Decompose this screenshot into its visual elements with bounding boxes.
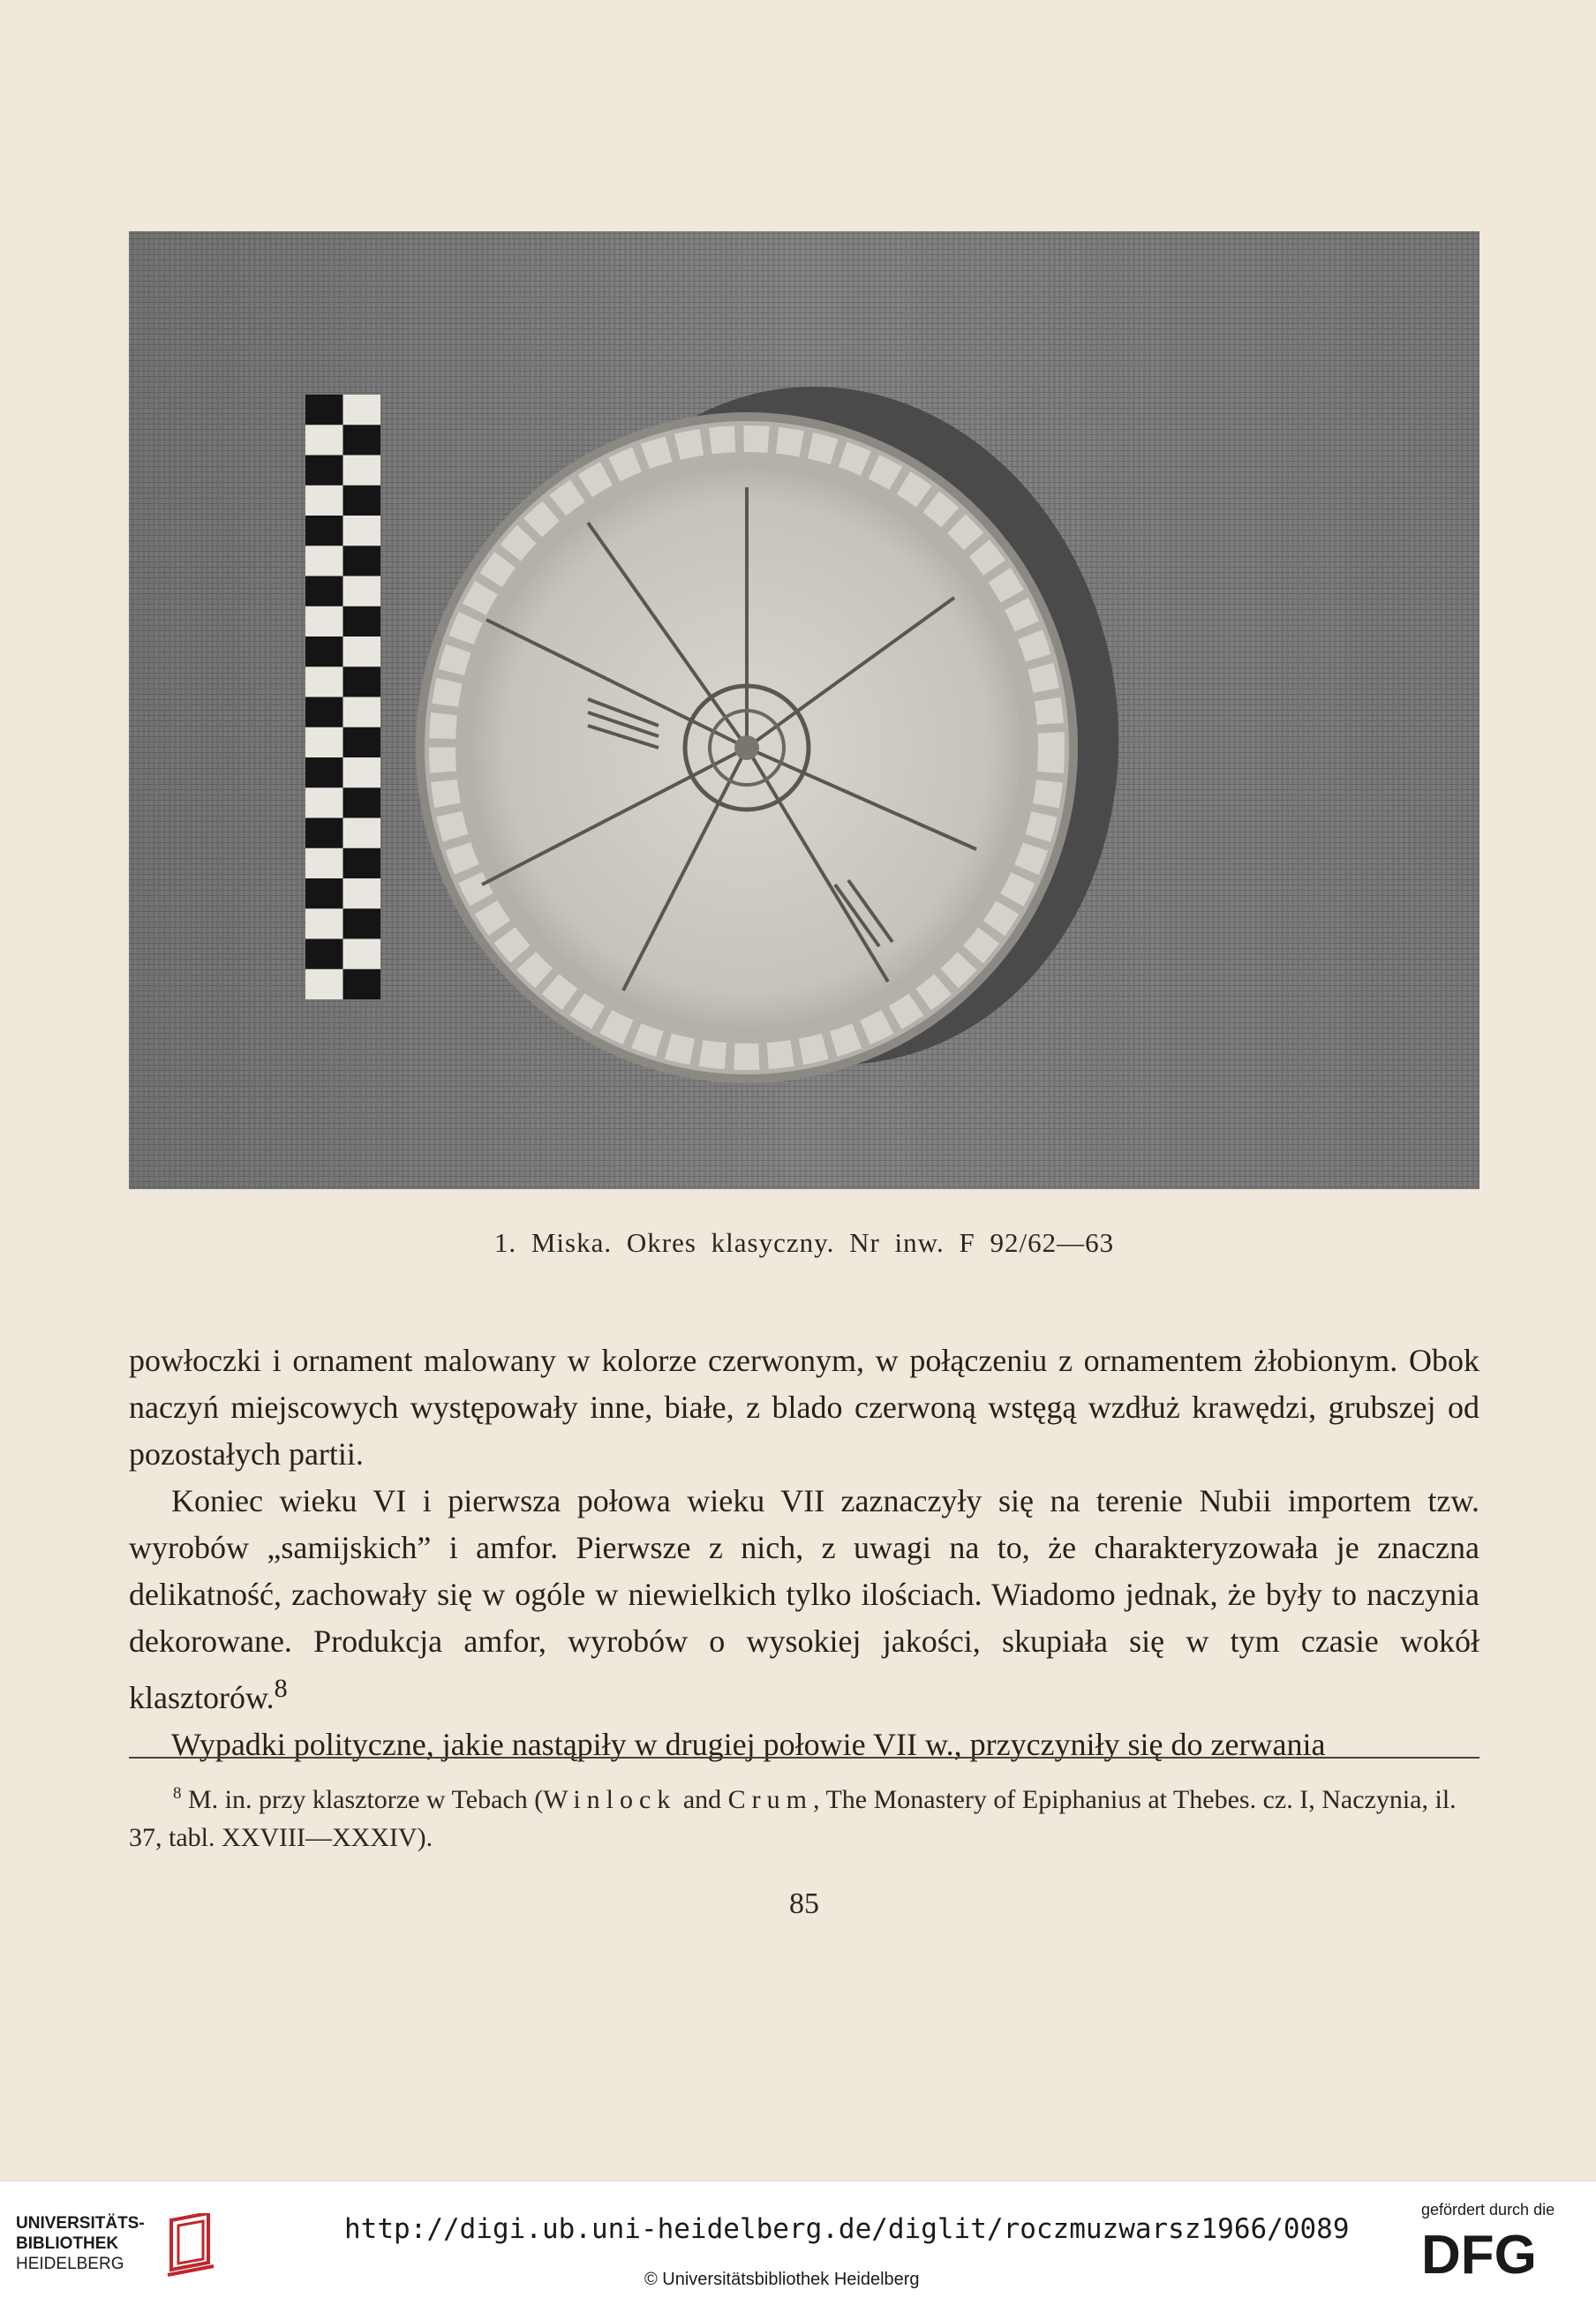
scale-bar-square xyxy=(305,516,343,546)
bowl-photograph xyxy=(129,231,1479,1189)
logo-line-1: UNIVERSITÄTS- xyxy=(16,2214,145,2233)
sponsor-label: gefördert durch die xyxy=(1421,2201,1555,2218)
footnote-number: 8 xyxy=(173,1784,182,1803)
scale-bar-square xyxy=(343,546,381,576)
footer-bar xyxy=(0,2181,1596,2305)
sponsor-block[interactable] xyxy=(1421,2201,1580,2298)
body-text xyxy=(129,1337,1479,1768)
logo-line-3: HEIDELBERG xyxy=(16,2255,124,2273)
page-number: 85 xyxy=(789,1887,819,1920)
dfg-logo-text: DFG xyxy=(1421,2226,1537,2280)
paragraph-2-text: Koniec wieku VI i pierwsza połowa wieku VII zaznaczyły się na terenie Nubii importem tzw. wyrobów „samijskich” i amfor. Pierwsze z nich, z uwagi na to, że charakteryzowała je znaczna delikatność, zachowały się w ogóle w niewielkich tylko ilościach. Wiadomo jednak, że były to naczynia dekorowane. Produkcja amfor, wyrobów o wysokiej jakości, skupiała się w tym czasie wokół klasztorów. xyxy=(129,1483,1479,1715)
scale-bar-square xyxy=(305,456,343,486)
photo-bowl-plate xyxy=(129,231,1479,1189)
university-library-logo[interactable] xyxy=(16,2213,245,2284)
footnote-conjunction: and xyxy=(676,1785,728,1814)
scale-bar-square xyxy=(305,939,343,969)
scale-bar-square xyxy=(305,576,343,606)
library-emblem-icon xyxy=(164,2213,219,2279)
university-library-wordmark xyxy=(16,2213,145,2274)
footnote-reference: 8 xyxy=(274,1674,288,1703)
dfg-logo xyxy=(1421,2226,1571,2280)
scale-bar-square xyxy=(343,727,381,757)
paragraph-2 xyxy=(129,1478,1479,1721)
paragraph-1: powłoczki i ornament malowany w kolorze czerwonym, w połączeniu z ornamentem żłobionym. Obok naczyń miejscowych występowały inne, białe, z blado czerwoną wstęgą wzdłuż krawędzi, grubszej od pozostałych partii. xyxy=(129,1343,1479,1472)
footnote-author-1: Winlock xyxy=(543,1785,677,1814)
logo-line-2: BIBLIOTHEK xyxy=(16,2234,119,2253)
footnote-divider xyxy=(129,1757,1479,1759)
figure-caption: 1. Miska. Okres klasyczny. Nr inw. F 92/62—63 xyxy=(493,1227,1115,1258)
scale-bar-square xyxy=(305,395,343,425)
scale-bar-square xyxy=(343,486,381,516)
footnote-text-before: M. in. przy klasztorze w Tebach ( xyxy=(188,1785,544,1814)
scale-bar-square xyxy=(305,637,343,667)
scale-bar-square xyxy=(305,818,343,848)
scale-bar-square xyxy=(343,667,381,697)
scale-bar-square xyxy=(343,848,381,878)
permalink-url[interactable]: http://digi.ub.uni-heidelberg.de/diglit/roczmuzwarsz1966/0089 xyxy=(344,2213,1350,2245)
footnote-author-2: Crum xyxy=(727,1785,813,1814)
scale-bar-square xyxy=(343,787,381,817)
scale-bar-square xyxy=(343,969,381,999)
footnote-text-after: , The Monastery of Epiphanius at Thebes. cz. I, Naczynia, il. 37, tabl. XXVIII—XXXIV). xyxy=(129,1785,1457,1852)
scale-bar-square xyxy=(343,425,381,455)
scale-bar-square xyxy=(305,697,343,727)
scale-bar-square xyxy=(305,878,343,908)
scale-bar-square xyxy=(343,908,381,938)
copyright-notice: © Universitätsbibliothek Heidelberg xyxy=(644,2270,920,2289)
scale-bar-square xyxy=(343,606,381,637)
paragraph-3: Wypadki polityczne, jakie nastąpiły w drugiej połowie VII w., przyczyniły się do zerwania xyxy=(171,1727,1326,1762)
scale-bar-square xyxy=(305,757,343,787)
footnote xyxy=(129,1774,1479,1857)
scale-bar xyxy=(305,395,380,999)
